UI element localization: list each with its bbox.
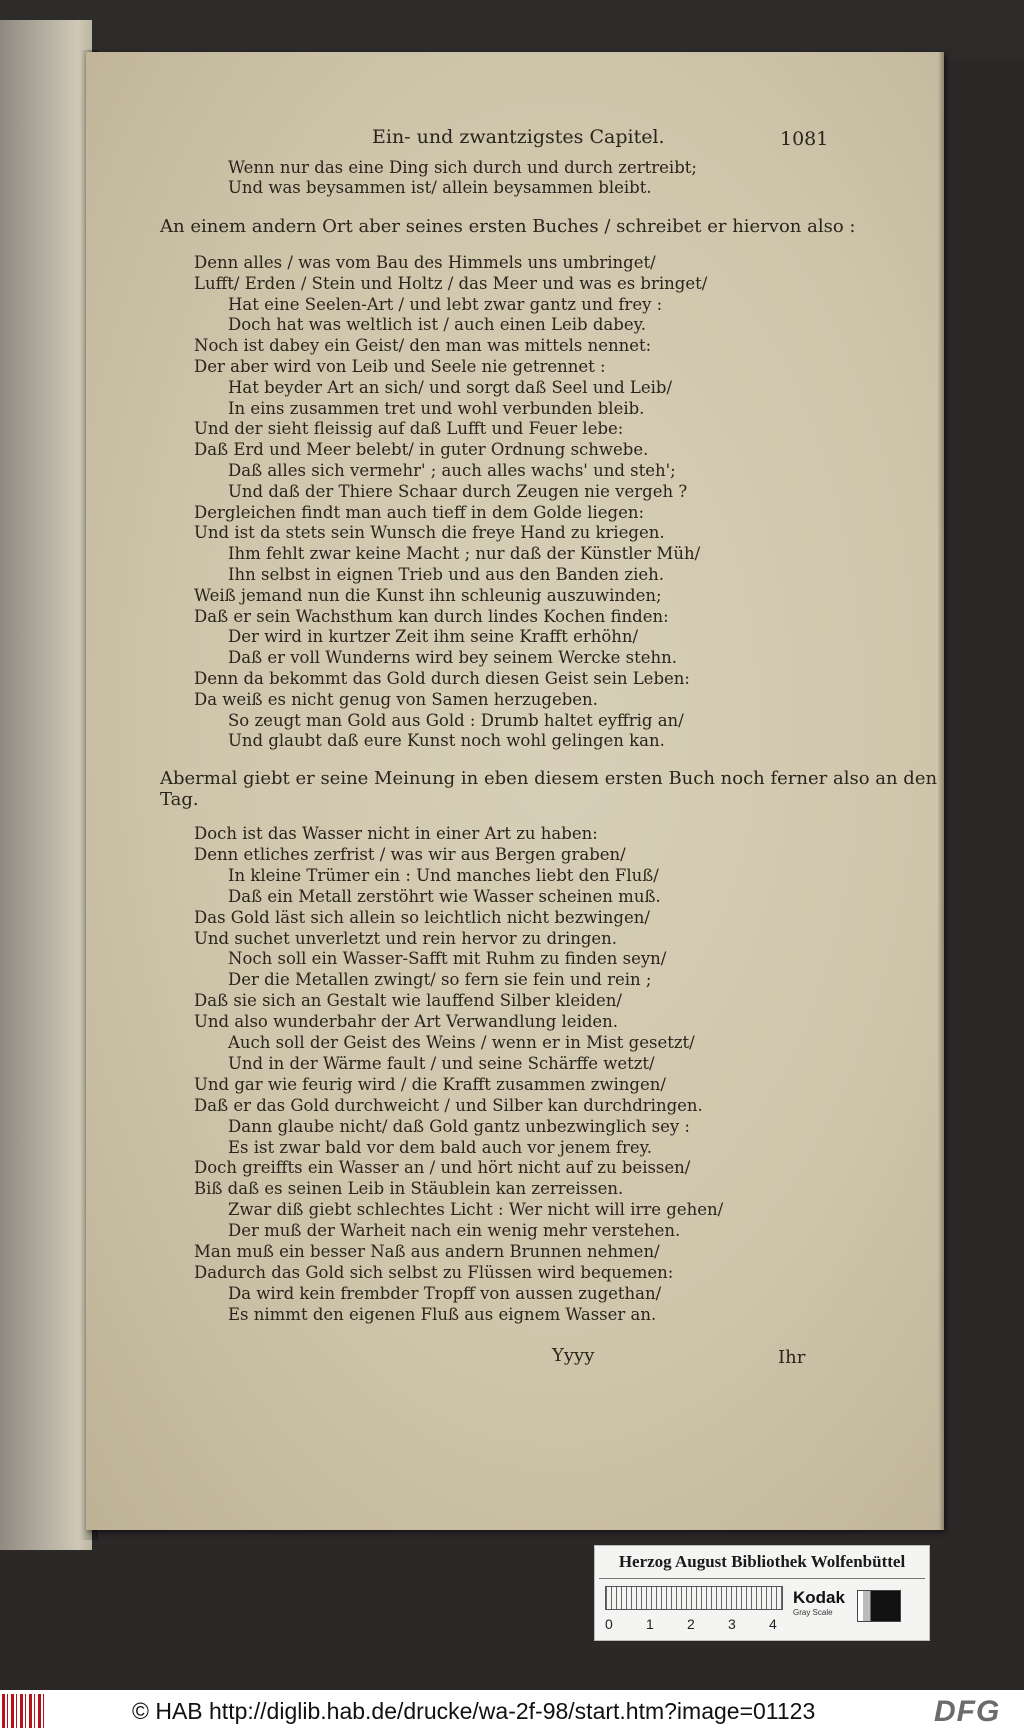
scale-number: 1 [646, 1616, 654, 1632]
verse-line: Daß er das Gold durchweicht / und Silber kan durchdringen. [194, 1095, 703, 1115]
verse-line: Denn etliches zerfrist / was wir aus Bergen graben/ [194, 844, 626, 864]
verse-line: Biß daß es seinen Leib in Stäublein kan zerreissen. [194, 1179, 624, 1199]
gray-scale-label: Gray Scale [793, 1608, 833, 1617]
verse-line: Man muß ein besser Naß aus andern Brunnen nehmen/ [194, 1242, 660, 1261]
verse-line: Der die Metallen zwingt/ so fern sie fein und rein ; [228, 970, 652, 990]
verse-line: Daß Erd und Meer belebt/ in guter Ordnung schwebe. [194, 440, 649, 460]
verse-line: Dann glaube nicht/ daß Gold gantz unbezwinglich sey : [228, 1116, 690, 1136]
verse-line: Und in der Wärme fault / und seine Schärffe wetzt/ [228, 1053, 655, 1073]
verse-line: So zeugt man Gold aus Gold : Drumb haltet eyffrig an/ [228, 710, 684, 730]
verse-line: Und was beysammen ist/ allein beysammen bleibt. [228, 178, 652, 197]
verse-line: Es nimmt den eigenen Fluß aus eignem Wasser an. [228, 1304, 657, 1324]
background-top [0, 0, 1024, 60]
verse-line: Und gar wie feurig wird / die Krafft zusammen zwingen/ [194, 1074, 666, 1094]
verse-line: Da weiß es nicht genug von Samen herzugeben. [194, 689, 598, 709]
scale-ruler [605, 1586, 783, 1610]
verse-line: Lufft/ Erden / Stein und Holtz / das Meer und was es bringet/ [194, 273, 708, 293]
catchword: Ihr [778, 1347, 806, 1368]
paragraph-intro-2-cont: Tag. [160, 789, 199, 810]
gray-swatch [857, 1590, 901, 1622]
library-label [594, 1545, 930, 1641]
verse-line: Hat eine Seelen-Art / und lebt zwar gantz und frey : [228, 294, 663, 314]
verse-line: Doch ist das Wasser nicht in einer Art zu haben: [194, 824, 598, 843]
verse-line: Da wird kein frembder Tropff von aussen zugethan/ [228, 1283, 662, 1303]
verse-line: Zwar diß giebt schlechtes Licht : Wer nicht will irre gehen/ [228, 1200, 724, 1220]
verse-line: Daß sie sich an Gestalt wie lauffend Silber kleiden/ [194, 991, 622, 1011]
scale-number: 3 [728, 1616, 736, 1632]
verse-line: Doch hat was weltlich ist / auch einen Leib dabey. [228, 315, 646, 335]
verse-line: Der wird in kurtzer Zeit ihm seine Krafft erhöhn/ [228, 627, 639, 647]
verse-line: Ihm fehlt zwar keine Macht ; nur daß der Künstler Müh/ [228, 544, 701, 564]
verse-line: Und glaubt daß eure Kunst noch wohl gelingen kan. [228, 731, 665, 751]
verse-line: Es ist zwar bald vor dem bald auch vor jenem frey. [228, 1137, 652, 1157]
footer-credit: © HAB http://diglib.hab.de/drucke/wa-2f-98/start.htm?image=01123 [132, 1698, 816, 1724]
paragraph-intro-1: An einem andern Ort aber seines ersten Buches / schreibet er hiervon also : [160, 216, 856, 237]
verse-line: Der muß der Warheit nach ein wenig mehr verstehen. [228, 1221, 681, 1241]
verse-line: Und suchet unverletzt und rein hervor zu dringen. [194, 928, 618, 948]
verse-line: Hat beyder Art an sich/ und sorgt daß Seel und Leib/ [228, 377, 673, 397]
label-divider [599, 1578, 925, 1579]
verse-line: Dergleichen findt man auch tieff in dem Golde liegen: [194, 502, 645, 522]
scale-number: 0 [605, 1616, 613, 1632]
verse-line: Und also wunderbahr der Art Verwandlung leiden. [194, 1012, 619, 1032]
verse-line: In eins zusammen tret und wohl verbunden bleib. [228, 398, 645, 418]
verse-line: In kleine Trümer ein : Und manches liebt den Fluß/ [228, 865, 659, 885]
verse-line: Wenn nur das eine Ding sich durch und durch zertreibt; [228, 158, 697, 177]
verse-line: Noch soll ein Wasser-Safft mit Ruhm zu finden seyn/ [228, 949, 667, 969]
verse-line: Daß ein Metall zerstöhrt wie Wasser scheinen muß. [228, 886, 661, 906]
verse-line: Und ist da stets sein Wunsch die freye Hand zu kriegen. [194, 523, 665, 543]
footer-bar [0, 1690, 1024, 1732]
verse-line: Dadurch das Gold sich selbst zu Flüssen wird bequemen: [194, 1262, 674, 1282]
dfg-logo: DFG [934, 1695, 1001, 1728]
scale-number: 4 [769, 1616, 777, 1632]
chapter-header: Ein- und zwantzigstes Capitel. [372, 126, 665, 148]
page-number: 1081 [780, 128, 829, 150]
verse-line: Denn da bekommt das Gold durch diesen Geist sein Leben: [194, 669, 690, 688]
left-page-edge [0, 20, 92, 1550]
verse-line: Daß er sein Wachsthum kan durch lindes Kochen finden: [194, 606, 669, 626]
label-title: Herzog August Bibliothek Wolfenbüttel [618, 1552, 906, 1571]
verse-line: Ihn selbst in eignen Trieb und aus den Banden zieh. [228, 565, 665, 584]
page-edge [938, 52, 944, 1530]
verse-line: Doch greiffts ein Wasser an / und hört nicht auf zu beissen/ [194, 1158, 691, 1178]
verse-line: Daß er voll Wunderns wird bey seinem Wercke stehn. [228, 648, 678, 668]
verse-line: Denn alles / was vom Bau des Himmels uns umbringet/ [194, 253, 656, 272]
paragraph-intro-2: Abermal giebt er seine Meinung in eben diesem ersten Buch noch ferner also an den [160, 768, 938, 789]
barcode-icon [2, 1694, 46, 1728]
verse-line: Der aber wird von Leib und Seele nie getrennet : [194, 357, 606, 376]
verse-line: Noch ist dabey ein Geist/ den man was mittels nennet: [194, 336, 652, 356]
scale-number: 2 [687, 1616, 695, 1632]
verse-line: Und daß der Thiere Schaar durch Zeugen nie vergeh ? [228, 481, 688, 501]
verse-line: Das Gold läst sich allein so leichtlich nicht bezwingen/ [194, 907, 650, 927]
verse-line: Weiß jemand nun die Kunst ihn schleunig auszuwinden; [194, 585, 662, 605]
verse-line: Daß alles sich vermehr' ; auch alles wachs' und steh'; [228, 461, 676, 480]
signature-mark: Yyyy [552, 1345, 595, 1366]
verse-line: Auch soll der Geist des Weins / wenn er in Mist gesetzt/ [228, 1033, 695, 1052]
kodak-logo: Kodak [793, 1588, 845, 1607]
verse-line: Und der sieht fleissig auf daß Lufft und Feuer lebe: [194, 419, 624, 439]
